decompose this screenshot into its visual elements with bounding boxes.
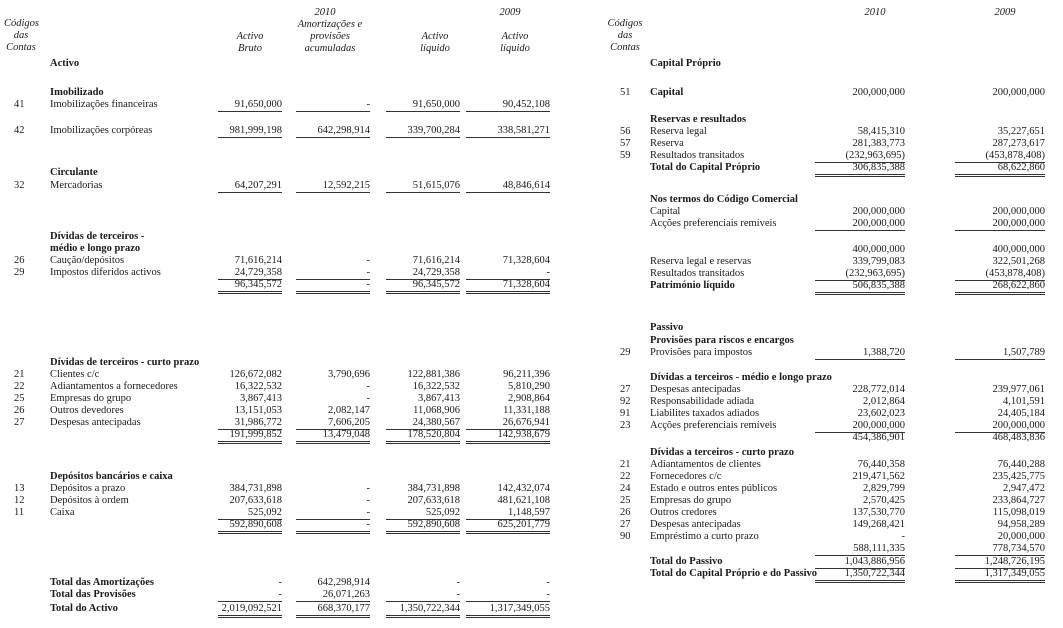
value-amort: 26,071,263 [296,589,370,602]
account-code: 22 [620,471,631,482]
account-code: 22 [14,381,25,392]
codes-header-line2: das [13,30,29,41]
value-amort: - [296,279,370,294]
value-v2010: 339,799,083 [852,256,905,267]
row-label: Empréstimo a curto prazo [650,531,759,542]
value-liq2009: 481,621,108 [497,495,550,506]
row-label: Despesas antecipadas [650,384,741,395]
col-amort-line2: provisões [310,31,350,42]
value-v2010: - [901,531,905,542]
value-bruto: 525,092 [218,507,282,520]
value-liq2010: - [456,577,460,588]
value-bruto: 126,672,082 [229,369,282,380]
value-liq2010: 24,380,567 [386,417,460,430]
row-label: Capital [650,87,684,98]
value-v2010: 200,000,000 [852,206,905,217]
value-amort: - [366,483,370,494]
row-label: Provisões para impostos [650,347,753,358]
value-liq2009: 625,201,779 [466,519,550,534]
account-code: 11 [14,507,25,518]
value-bruto: 13,151,053 [234,405,282,416]
row-label: Mercadorias [50,180,103,191]
row-label: Clientes c/c [50,369,100,380]
value-v2009: 35,227,651 [997,126,1045,137]
value-v2010: 1,388,720 [815,347,905,360]
col-amort-line1: Amortizações e [297,19,363,30]
row-label: Outros credores [650,507,717,518]
account-code: 13 [14,483,25,494]
row-label: Acções preferenciais remíveis [650,218,777,229]
account-code: 91 [620,408,631,419]
account-code: 26 [620,507,631,518]
value-v2009: 200,000,000 [955,218,1045,231]
value-v2009: 400,000,000 [992,244,1045,255]
value-liq2010: 207,633,618 [407,495,460,506]
row-label: Resultados transitados [650,150,745,161]
value-v2009: 68,622,860 [955,162,1045,177]
account-code: 57 [620,138,631,149]
section-heading: Dívidas de terceiros - [50,231,145,242]
value-v2010: 281,383,773 [852,138,905,149]
value-bruto: 592,890,608 [218,519,282,534]
section-heading: Passivo [650,322,684,333]
account-code: 29 [620,347,631,358]
value-v2010: 200,000,000 [815,420,905,433]
total-label: Total do Passivo [650,556,723,567]
col-liq2009-line2: líquido [500,43,530,54]
value-bruto: 2,019,092,521 [218,603,282,618]
value-liq2009: 26,676,941 [466,417,550,430]
value-liq2010: 71,616,214 [412,255,460,266]
value-liq2009: 5,810,290 [508,381,550,392]
section-heading: Circulante [50,167,98,178]
row-label: Despesas antecipadas [50,417,141,428]
value-amort: 13,479,048 [296,429,370,444]
section-heading: Reservas e resultados [650,114,747,125]
value-liq2010: 16,322,532 [412,381,460,392]
value-bruto: 64,207,291 [218,180,282,193]
row-label: Impostos diferidos activos [50,267,161,278]
value-liq2009: - [466,589,550,602]
value-v2010: 454,386,901 [852,432,905,443]
value-bruto: 191,999,852 [218,429,282,444]
value-liq2010: 592,890,608 [386,519,460,534]
codes-header-line1: Códigos [4,18,40,29]
section-heading: Imobilizado [50,87,104,98]
section-activo: Activo [50,58,80,69]
value-v2009: 20,000,000 [997,531,1045,542]
value-v2010: 2,570,425 [863,495,905,506]
account-code: 27 [620,519,631,530]
value-liq2009: 90,452,108 [466,99,550,112]
row-label: Capital [650,206,681,217]
account-code: 29 [14,267,25,278]
value-amort: - [366,381,370,392]
value-v2009: 235,425,775 [992,471,1045,482]
value-amort: 7,606,205 [296,417,370,430]
col-liq2010-line2: líquido [420,43,450,54]
value-liq2009: 71,328,604 [502,255,550,266]
account-code: 26 [14,405,25,416]
value-bruto: 24,729,358 [218,267,282,280]
account-code: 21 [620,459,631,470]
value-v2010: 219,471,562 [852,471,905,482]
col-liq2010-line1: Activo [421,31,449,42]
section-heading: Provisões para riscos e encargos [650,335,794,346]
value-v2009: 4,101,591 [1003,396,1045,407]
value-amort: - [296,507,370,520]
value-v2010: 200,000,000 [852,87,905,98]
value-liq2009: 2,908,864 [508,393,550,404]
value-liq2010: - [386,589,460,602]
col-bruto-line1: Activo [236,31,264,42]
account-code: 51 [620,87,631,98]
value-v2010: 506,835,388 [815,280,905,295]
row-label: Acções preferenciais remíveis [650,420,777,431]
year-2009-header: 2009 [499,7,521,18]
value-v2009: 200,000,000 [955,420,1045,433]
value-v2010: 400,000,000 [852,244,905,255]
row-label: Empresas do grupo [50,393,132,404]
value-bruto: 71,616,214 [234,255,282,266]
row-label: Caução/depósitos [50,255,125,266]
right-codes-header-line2: das [617,30,633,41]
value-v2009: 322,501,268 [992,256,1045,267]
value-v2009: 468,483,836 [992,432,1045,443]
col-bruto-line2: Bruto [238,43,262,54]
value-v2009: 200,000,000 [992,87,1045,98]
total-label: Total das Amortizações [50,577,155,588]
value-liq2010: 525,092 [386,507,460,520]
value-amort: - [366,495,370,506]
value-amort: 642,298,914 [296,125,370,138]
account-code: 25 [14,393,25,404]
section-heading: médio e longo prazo [50,243,141,254]
value-v2010: 200,000,000 [815,218,905,231]
col-amort-line3: acumuladas [304,43,356,54]
value-v2009: 1,507,789 [955,347,1045,360]
total-label: Total do Capital Próprio [650,162,761,173]
value-amort: 3,790,696 [328,369,370,380]
value-v2009: 778,734,570 [955,543,1045,556]
account-code: 26 [14,255,25,266]
row-label: Liabilites taxados adiados [650,408,760,419]
row-label: Resultados transitados [650,268,745,279]
value-v2010: 306,835,388 [815,162,905,177]
value-liq2009: 142,938,679 [466,429,550,444]
value-liq2010: 384,731,898 [407,483,460,494]
value-bruto: 91,650,000 [218,99,282,112]
account-code: 25 [620,495,631,506]
section-heading: Dívidas a terceiros - curto prazo [650,447,794,458]
account-code: 90 [620,531,631,542]
value-amort: 668,370,177 [296,603,370,618]
account-code: 21 [14,369,25,380]
total-label: Total do Activo [50,603,118,614]
right-codes-header-line3: Contas [610,42,640,53]
value-v2009: 1,317,349,055 [955,568,1045,583]
row-label: Reserva legal [650,126,707,137]
value-v2010: 137,530,770 [852,507,905,518]
value-liq2010: 24,729,358 [386,267,460,280]
value-v2010: 76,440,358 [857,459,905,470]
value-v2010: 1,043,886,956 [815,556,905,569]
value-v2009: 24,405,184 [997,408,1045,419]
value-amort: - [296,519,370,534]
value-amort: - [296,267,370,280]
value-v2010: 2,012,864 [863,396,905,407]
value-liq2009: 142,432,074 [497,483,550,494]
value-v2009: 94,958,289 [997,519,1045,530]
row-label: Imobilizações corpóreas [50,125,153,136]
value-bruto: 16,322,532 [234,381,282,392]
value-v2009: 233,864,727 [992,495,1045,506]
section-heading: Nos termos do Código Comercial [650,194,798,205]
account-code: 27 [14,417,25,428]
value-liq2009: 1,317,349,055 [466,603,550,618]
value-liq2009: - [466,267,550,280]
value-v2010: 1,350,722,344 [815,568,905,583]
row-label: Reserva legal e reservas [650,256,752,267]
total-label: Total das Provisões [50,589,136,600]
value-v2009: 287,273,617 [992,138,1045,149]
total-label: Total do Capital Próprio e do Passivo [650,568,818,579]
row-label: Imobilizações financeiras [50,99,158,110]
value-v2010: 2,829,799 [863,483,905,494]
account-code: 23 [620,420,631,431]
value-amort: - [366,393,370,404]
account-code: 42 [14,125,25,136]
value-liq2010: 339,700,284 [386,125,460,138]
value-amort: - [296,99,370,112]
value-bruto: 31,986,772 [218,417,282,430]
row-label: Reserva [650,138,684,149]
year-2010-header: 2010 [314,7,336,18]
account-code: 59 [620,150,631,161]
row-label: Despesas antecipadas [650,519,741,530]
row-label: Estado e outros entes públicos [650,483,778,494]
value-v2010: 149,268,421 [852,519,905,530]
account-code: 41 [14,99,25,110]
value-v2009: 115,098,019 [992,507,1045,518]
account-code: 32 [14,180,25,191]
value-bruto: - [278,577,282,588]
value-v2009: 200,000,000 [992,206,1045,217]
section-heading: Depósitos bancários e caixa [50,471,173,482]
account-code: 27 [620,384,631,395]
value-v2009: 2,947,472 [1003,483,1045,494]
value-v2009: 1,248,726,195 [955,556,1045,569]
account-code: 24 [620,483,631,494]
value-liq2009: 1,148,597 [466,507,550,520]
value-v2009: 239,977,061 [992,384,1045,395]
value-liq2009: - [546,577,550,588]
account-code: 56 [620,126,631,137]
value-liq2009: 338,581,271 [466,125,550,138]
value-bruto: 3,867,413 [240,393,282,404]
row-label: Empresas do grupo [650,495,732,506]
value-v2010: 228,772,014 [852,384,905,395]
value-bruto: 207,633,618 [229,495,282,506]
value-amort: 2,082,147 [328,405,370,416]
value-bruto: 96,345,572 [218,279,282,294]
value-liq2010: 178,520,804 [386,429,460,444]
section-heading: Dívidas de terceiros - curto prazo [50,357,200,368]
value-liq2010: 91,650,000 [386,99,460,112]
value-liq2010: 122,881,386 [407,369,460,380]
row-label: Fornecedores c/c [650,471,722,482]
value-v2010: (232,963,695) [815,268,905,281]
row-label: Adiantamentos de clientes [650,459,761,470]
total-label: Património líquido [650,280,735,291]
codes-header-line3: Contas [6,42,36,53]
value-v2009: 76,440,288 [997,459,1045,470]
value-v2010: 58,415,310 [857,126,905,137]
row-label: Responsabilidade adiada [650,396,755,407]
col-liq2009-line1: Activo [501,31,529,42]
row-label: Caixa [50,507,75,518]
value-bruto: 384,731,898 [229,483,282,494]
value-liq2009: 48,846,614 [466,180,550,193]
value-liq2010: 11,068,906 [413,405,460,416]
value-liq2010: 96,345,572 [386,279,460,294]
value-liq2010: 3,867,413 [418,393,460,404]
account-code: 12 [14,495,25,506]
value-amort: 642,298,914 [317,577,370,588]
right-year-2010-header: 2010 [864,7,886,18]
row-label: Adiantamentos a fornecedores [50,381,178,392]
value-liq2009: 71,328,604 [466,279,550,294]
value-v2010: 588,111,335 [815,543,905,556]
value-amort: 12,592,215 [296,180,370,193]
value-liq2010: 1,350,722,344 [386,603,460,618]
value-v2009: 268,622,860 [955,280,1045,295]
value-bruto: - [218,589,282,602]
section-capital-proprio: Capital Próprio [650,58,721,69]
row-label: Depósitos a prazo [50,483,126,494]
value-liq2009: 11,331,188 [503,405,550,416]
row-label: Depósitos à ordem [50,495,129,506]
right-year-2009-header: 2009 [994,7,1016,18]
account-code: 92 [620,396,631,407]
value-v2009: (453,878,408) [955,268,1045,281]
value-v2010: 23,602,023 [857,408,905,419]
value-bruto: 981,999,198 [218,125,282,138]
value-v2010: (232,963,695) [815,150,905,163]
value-v2009: (453,878,408) [955,150,1045,163]
value-liq2010: 51,615,076 [386,180,460,193]
row-label: Outros devedores [50,405,124,416]
right-codes-header-line1: Códigos [607,18,643,29]
value-amort: - [366,255,370,266]
section-heading: Dívidas a terceiros - médio e longo prazo [650,372,832,383]
value-liq2009: 96,211,396 [503,369,550,380]
